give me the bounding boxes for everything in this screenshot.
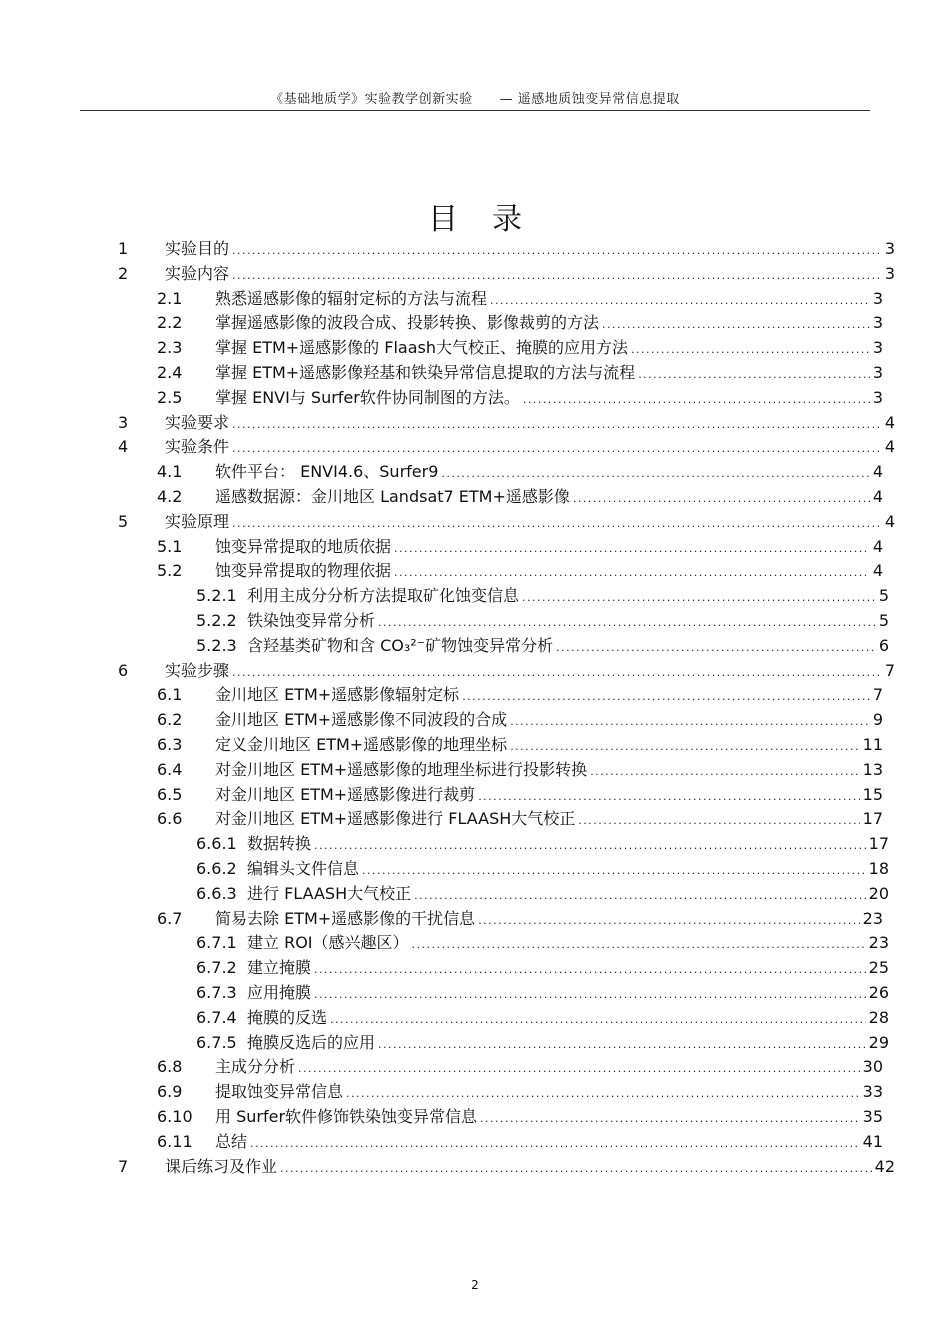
toc-entry-title: 掌握 ETM+遥感影像的 Flaash大气校正、掩膜的应用方法 <box>215 338 629 358</box>
toc-entry-page: 23 <box>862 908 883 928</box>
toc-title: 目录 <box>428 202 556 237</box>
toc-entry[interactable] <box>157 1081 883 1103</box>
toc-entry-number: 5 <box>118 511 129 531</box>
toc-entry-title: 建立 ROI（感兴趣区） <box>247 933 409 953</box>
toc-entry-page: 23 <box>868 933 889 953</box>
toc-entry[interactable] <box>157 387 883 409</box>
toc-entry-page: 3 <box>872 338 883 358</box>
toc-entry-title: 总结 <box>215 1131 248 1151</box>
toc-entry-page: 17 <box>862 809 883 829</box>
toc-entry[interactable] <box>196 957 889 979</box>
toc-leader-dots <box>573 488 870 510</box>
toc-entry-number: 6.3 <box>157 735 183 754</box>
toc-entry-number: 5.2.3 <box>196 635 237 655</box>
toc-entry-title: 实验条件 <box>165 437 230 457</box>
toc-entry-title: 实验目的 <box>165 239 230 258</box>
toc-leader-dots <box>414 885 866 907</box>
toc-leader-dots <box>556 637 876 659</box>
toc-entry-page: 3 <box>872 363 883 382</box>
toc-entry-title: 用 Surfer软件修饰铁染蚀变异常信息 <box>215 1107 478 1126</box>
toc-entry-page: 4 <box>872 561 883 581</box>
toc-entry-number: 6 <box>118 660 129 680</box>
toc-entry[interactable] <box>157 684 883 706</box>
toc-entry-title: 掌握遥感影像的波段合成、投影转换、影像裁剪的方法 <box>215 313 600 333</box>
toc-entry-title: 金川地区 ETM+遥感影像不同波段的合成 <box>215 710 508 730</box>
toc-entry-number: 2.5 <box>157 387 183 407</box>
toc-entry[interactable] <box>196 610 889 632</box>
toc-leader-dots <box>441 463 869 485</box>
toc-entry-number: 6.7 <box>157 908 183 928</box>
toc-entry-page: 26 <box>868 983 889 1002</box>
toc-leader-dots <box>602 314 870 336</box>
toc-leader-dots <box>280 1158 872 1180</box>
toc-entry[interactable] <box>157 808 883 830</box>
toc-entry-number: 6.1 <box>157 685 183 705</box>
toc-entry-page: 5 <box>878 611 889 630</box>
toc-leader-dots <box>478 786 859 808</box>
toc-entry-title: 对金川地区 ETM+遥感影像进行 FLAASH大气校正 <box>215 809 576 829</box>
toc-leader-dots <box>378 612 876 634</box>
toc-entry-title: 简易去除 ETM+遥感影像的干扰信息 <box>215 908 476 928</box>
toc-entry-page: 4 <box>872 487 883 506</box>
toc-entry-number: 6.7.5 <box>196 1032 237 1052</box>
toc-entry-number: 4 <box>118 437 129 457</box>
toc-entry-page: 41 <box>862 1131 883 1151</box>
toc-entry-page: 3 <box>884 239 895 258</box>
toc-leader-dots <box>478 910 859 932</box>
toc-leader-dots <box>346 1083 860 1105</box>
toc-entry[interactable] <box>157 486 883 508</box>
toc-entry-number: 6.7.1 <box>196 933 237 953</box>
toc-leader-dots <box>378 1034 866 1056</box>
toc-entry-page: 3 <box>872 288 883 308</box>
toc-entry-page: 33 <box>862 1082 883 1102</box>
toc-entry-page: 4 <box>884 412 895 432</box>
toc-entry-number: 6.4 <box>157 759 183 779</box>
toc-leader-dots <box>250 1133 860 1155</box>
toc-entry-number: 6.2 <box>157 710 183 730</box>
toc-entry[interactable] <box>118 511 895 533</box>
toc-entry-number: 2 <box>118 263 129 283</box>
toc-entry-title: 熟悉遥感影像的辐射定标的方法与流程 <box>215 288 488 308</box>
toc-entry-title: 实验内容 <box>165 263 230 283</box>
toc-entry[interactable] <box>157 709 883 731</box>
toc-entry-number: 6.9 <box>157 1082 183 1102</box>
toc-entry-title: 数据转换 <box>247 834 312 854</box>
toc-entry-number: 6.10 <box>157 1107 193 1126</box>
toc-entry-title: 金川地区 ETM+遥感影像辐射定标 <box>215 685 460 705</box>
toc-entry-page: 4 <box>884 511 895 531</box>
toc-entry[interactable] <box>157 908 883 930</box>
toc-entry-title: 定义金川地区 ETM+遥感影像的地理坐标 <box>215 735 508 754</box>
toc-entry-title: 主成分分析 <box>215 1057 296 1077</box>
toc-entry[interactable] <box>196 1007 889 1029</box>
toc-entry-page: 30 <box>862 1057 883 1077</box>
toc-entry-number: 5.2.2 <box>196 611 237 630</box>
toc-entry[interactable] <box>157 1106 883 1128</box>
toc-entry-number: 2.2 <box>157 313 183 333</box>
toc-entry-number: 6.6.3 <box>196 883 237 903</box>
toc-entry-number: 6.6 <box>157 809 183 829</box>
toc-entry-page: 9 <box>872 710 883 730</box>
toc-entry-title: 对金川地区 ETM+遥感影像进行裁剪 <box>215 784 476 804</box>
toc-entry-title: 遥感数据源：金川地区 Landsat7 ETM+遥感影像 <box>215 487 570 506</box>
toc-entry[interactable] <box>157 734 883 756</box>
toc-entry-title: 提取蚀变异常信息 <box>215 1082 344 1102</box>
toc-entry-page: 3 <box>872 387 883 407</box>
toc-entry-page: 35 <box>862 1107 883 1126</box>
toc-entry-title: 实验原理 <box>165 511 230 531</box>
toc-leader-dots <box>638 364 870 386</box>
toc-entry[interactable] <box>118 436 895 458</box>
toc-entry-title: 掌握 ETM+遥感影像羟基和铁染异常信息提取的方法与流程 <box>215 363 636 382</box>
toc-entry-title: 掌握 ENVI与 Surfer软件协同制图的方法。 <box>215 387 520 407</box>
toc-entry-page: 17 <box>868 834 889 854</box>
toc-leader-dots <box>480 1108 860 1130</box>
toc-leader-dots <box>631 339 870 361</box>
toc-entry-number: 3 <box>118 412 129 432</box>
toc-entry[interactable] <box>196 833 889 855</box>
toc-leader-dots <box>232 414 882 436</box>
toc-entry-number: 5.2.1 <box>196 586 237 606</box>
toc-entry-page: 28 <box>868 1007 889 1027</box>
toc-entry-number: 5.2 <box>157 561 183 581</box>
toc-entry[interactable] <box>196 982 889 1004</box>
toc-entry-number: 6.7.3 <box>196 983 237 1002</box>
toc-entry-title: 蚀变异常提取的物理依据 <box>215 561 392 581</box>
toc-leader-dots <box>298 1058 860 1080</box>
toc-entry[interactable] <box>118 263 895 285</box>
toc-entry[interactable] <box>157 312 883 334</box>
toc-entry[interactable] <box>118 238 895 260</box>
toc-entry-page: 11 <box>862 735 883 754</box>
toc-leader-dots <box>330 1009 866 1031</box>
toc-entry-number: 1 <box>118 239 129 258</box>
page-number: 2 <box>471 1278 479 1292</box>
toc-entry[interactable] <box>196 1032 889 1054</box>
toc-entry-page: 25 <box>868 958 889 978</box>
toc-entry-title: 掩膜的反选 <box>247 1007 328 1027</box>
toc-entry[interactable] <box>196 932 889 954</box>
toc-leader-dots <box>590 761 859 783</box>
toc-entry-number: 6.6.2 <box>196 859 237 878</box>
toc-entry[interactable] <box>157 288 883 310</box>
toc-entry[interactable] <box>157 784 883 806</box>
toc-entry-number: 2.3 <box>157 338 183 358</box>
toc-entry[interactable] <box>118 660 895 682</box>
toc-entry-number: 4.1 <box>157 462 183 482</box>
toc-entry-number: 6.7.2 <box>196 958 237 978</box>
toc-entry[interactable] <box>196 585 889 607</box>
toc-entry-page: 13 <box>862 759 883 779</box>
toc-entry[interactable] <box>157 362 883 384</box>
toc-entry[interactable] <box>118 412 895 434</box>
toc-entry-number: 6.5 <box>157 784 183 804</box>
toc-entry-title: 软件平台： ENVI4.6、Surfer9 <box>215 462 439 482</box>
toc-leader-dots <box>314 959 866 981</box>
toc-leader-dots <box>232 265 882 287</box>
toc-leader-dots <box>523 389 870 411</box>
toc-entry[interactable] <box>157 536 883 558</box>
toc-entry[interactable] <box>157 461 883 483</box>
toc-entry-number: 6.6.1 <box>196 834 237 854</box>
toc-entry[interactable] <box>118 1156 895 1178</box>
toc-entry[interactable] <box>196 883 889 905</box>
toc-leader-dots <box>232 240 882 262</box>
toc-entry-page: 7 <box>872 685 883 705</box>
toc-leader-dots <box>394 538 870 560</box>
toc-entry-page: 42 <box>874 1156 895 1176</box>
toc-entry[interactable] <box>157 337 883 359</box>
toc-leader-dots <box>362 860 866 882</box>
toc-leader-dots <box>232 438 882 460</box>
toc-entry-title: 建立掩膜 <box>247 958 312 978</box>
toc-entry-title: 对金川地区 ETM+遥感影像的地理坐标进行投影转换 <box>215 759 588 779</box>
toc-entry-number: 4.2 <box>157 487 183 506</box>
toc-entry-title: 课后练习及作业 <box>165 1156 278 1176</box>
toc-entry-number: 5.1 <box>157 536 183 556</box>
toc-entry-title: 掩膜反选后的应用 <box>247 1032 376 1052</box>
toc-entry-title: 进行 FLAASH大气校正 <box>247 883 412 903</box>
toc-entry-number: 6.11 <box>157 1131 193 1151</box>
toc-entry-page: 4 <box>884 437 895 457</box>
running-header: 《基础地质学》实验教学创新实验 — 遥感地质蚀变异常信息提取 <box>270 92 680 107</box>
toc-entry-page: 15 <box>862 784 883 804</box>
toc-leader-dots <box>314 984 866 1006</box>
toc-leader-dots <box>412 934 866 956</box>
toc-leader-dots <box>462 686 870 708</box>
toc-entry-title: 利用主成分分析方法提取矿化蚀变信息 <box>247 586 520 606</box>
toc-entry[interactable] <box>157 759 883 781</box>
toc-entry[interactable] <box>157 1131 883 1153</box>
toc-entry-page: 4 <box>872 462 883 482</box>
toc-entry-page: 5 <box>878 586 889 606</box>
toc-entry-page: 3 <box>884 263 895 283</box>
toc-entry[interactable] <box>196 635 889 657</box>
toc-leader-dots <box>578 810 859 832</box>
toc-leader-dots <box>490 290 870 312</box>
toc-leader-dots <box>232 662 882 684</box>
toc-entry-title: 铁染蚀变异常分析 <box>247 611 376 630</box>
toc-leader-dots <box>232 513 882 535</box>
toc-entry-page: 29 <box>868 1032 889 1052</box>
toc-entry-title: 含羟基类矿物和含 CO₃²⁻矿物蚀变异常分析 <box>247 635 554 655</box>
toc-entry-title: 编辑头文件信息 <box>247 859 360 878</box>
toc-entry-number: 7 <box>118 1156 129 1176</box>
table-of-contents <box>0 238 950 1198</box>
toc-entry-number: 2.1 <box>157 288 183 308</box>
toc-entry-number: 2.4 <box>157 363 183 382</box>
toc-entry-page: 7 <box>884 660 895 680</box>
toc-entry[interactable] <box>196 858 889 880</box>
toc-entry-title: 实验步骤 <box>165 660 230 680</box>
toc-entry-page: 4 <box>872 536 883 556</box>
toc-leader-dots <box>314 835 866 857</box>
header-rule <box>80 110 870 111</box>
toc-entry-number: 6.8 <box>157 1057 183 1077</box>
toc-leader-dots <box>522 587 876 609</box>
toc-entry-page: 20 <box>868 883 889 903</box>
toc-leader-dots <box>510 711 870 733</box>
toc-entry-page: 3 <box>872 313 883 333</box>
toc-leader-dots <box>510 736 859 758</box>
toc-entry-title: 应用掩膜 <box>247 983 312 1002</box>
toc-entry-page: 6 <box>878 635 889 655</box>
toc-entry-page: 18 <box>868 859 889 878</box>
toc-entry[interactable] <box>157 560 883 582</box>
toc-entry-title: 蚀变异常提取的地质依据 <box>215 536 392 556</box>
toc-leader-dots <box>394 562 870 584</box>
toc-entry[interactable] <box>157 1056 883 1078</box>
toc-entry-number: 6.7.4 <box>196 1007 237 1027</box>
toc-entry-title: 实验要求 <box>165 412 230 432</box>
